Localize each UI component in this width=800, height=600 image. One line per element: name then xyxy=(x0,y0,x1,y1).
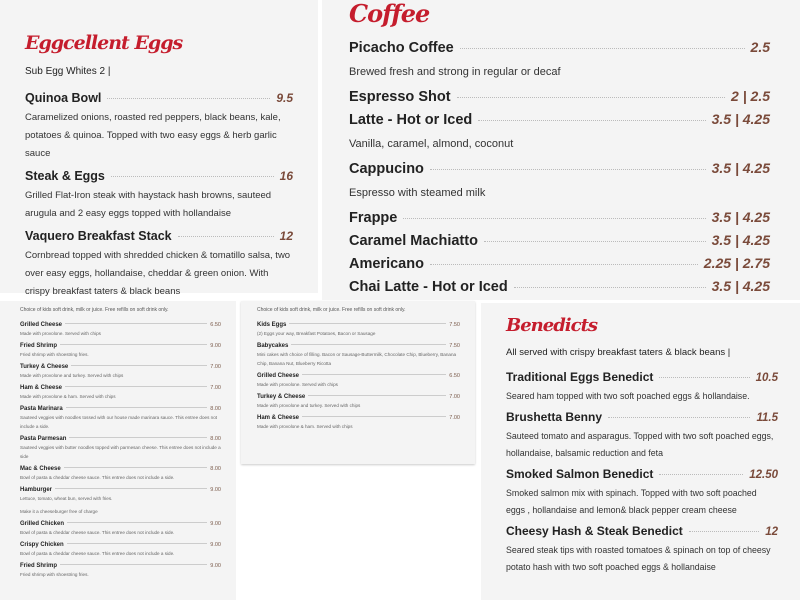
menu-item-name: Chai Latte - Hot or Iced xyxy=(349,279,508,295)
menu-item xyxy=(20,384,221,401)
menu-item-name: Crispy Chicken xyxy=(20,542,64,548)
menu-item-row xyxy=(349,206,770,229)
dotted-leader xyxy=(69,437,207,438)
menu-item xyxy=(349,229,770,252)
menu-item xyxy=(349,206,770,229)
menu-item-row xyxy=(257,372,460,380)
menu-item-row xyxy=(20,541,221,549)
menu-item-name: Pasta Parmesan xyxy=(20,436,67,442)
menu-item-name: Brushetta Benny xyxy=(506,410,603,424)
menu-item-row xyxy=(20,342,221,350)
section-intro: All served with crispy breakfast taters & black beans | xyxy=(506,347,731,358)
dotted-leader xyxy=(430,169,706,170)
menu-item-name: Turkey & Cheese xyxy=(257,394,306,400)
menu-items xyxy=(257,321,460,431)
dotted-leader xyxy=(111,176,274,177)
menu-item-name: Fried Shrimp xyxy=(20,343,58,349)
dotted-leader xyxy=(689,531,759,532)
menu-item-description: Grilled Flat-Iron steak with haystack hash browns, sauteed arugula and 2 easy eggs topped with hollandaise xyxy=(25,190,272,219)
menu-item-description: Lettuce, tomato, wheat bun, served with fries. xyxy=(20,496,113,501)
menu-item-description: Cornbread topped with shredded chicken & tomatillo salsa, two over easy eggs, hollandaise, cheddar & green onion. With crispy breakfast taters & black beans xyxy=(25,250,291,297)
menu-item-name: Grilled Cheese xyxy=(20,322,63,328)
section-title: Eggcellent Eggs xyxy=(25,32,183,54)
eggs-menu-panel xyxy=(0,0,318,297)
dotted-leader xyxy=(302,374,446,375)
menu-item-description: Made with provolone. Served with chips xyxy=(20,331,101,336)
kids-menu-panel-2 xyxy=(241,301,475,464)
dotted-leader xyxy=(66,407,208,408)
menu-item-description: Seared ham topped with two soft poached eggs & hollandaise. xyxy=(506,391,750,401)
dotted-leader xyxy=(430,264,698,265)
menu-item-price: 9.00 xyxy=(210,343,221,349)
menu-item-description: Bowl of pasta & cheddar cheese sauce. This entree does not include a side. xyxy=(20,530,175,535)
menu-item-name: Ham & Cheese xyxy=(20,385,63,391)
menu-item-description: Made with provolone. Served with chips xyxy=(257,382,338,387)
menu-item-row xyxy=(20,562,221,570)
menu-item xyxy=(20,405,221,431)
menu-item-price: 16 xyxy=(279,169,293,183)
menu-item-row xyxy=(20,321,221,329)
menu-item xyxy=(349,157,770,206)
menu-item-description: Fried shrimp with shoestring fries. xyxy=(20,572,89,577)
menu-items xyxy=(25,90,293,301)
menu-item-row xyxy=(349,252,770,275)
benedicts-menu-panel xyxy=(481,303,800,600)
menu-item-name: Cheesy Hash & Steak Benedict xyxy=(506,524,683,538)
menu-item xyxy=(506,467,778,519)
dotted-leader xyxy=(107,98,270,99)
menu-items xyxy=(20,321,221,579)
dotted-leader xyxy=(514,287,706,288)
menu-item-price: 7.00 xyxy=(449,415,460,421)
dotted-leader xyxy=(302,416,446,417)
menu-item-price: 9.00 xyxy=(210,563,221,569)
menu-item-price: 7.50 xyxy=(449,322,460,328)
menu-item-name: Turkey & Cheese xyxy=(20,364,69,370)
menu-item-row xyxy=(506,524,778,540)
menu-item-row xyxy=(20,363,221,371)
menu-item-name: Americano xyxy=(349,256,424,272)
menu-item xyxy=(20,342,221,359)
section-intro: Sub Egg Whites 2 | xyxy=(25,66,111,77)
menu-items xyxy=(349,36,770,298)
menu-item-price: 12 xyxy=(765,526,778,538)
menu-item-description: Bowl of pasta & cheddar cheese sauce. This entree does not include a side. xyxy=(20,475,175,480)
menu-item xyxy=(20,486,221,516)
menu-item-name: Hamburger xyxy=(20,487,53,493)
menu-item xyxy=(349,252,770,275)
dotted-leader xyxy=(71,365,207,366)
menu-items xyxy=(506,370,778,576)
kids-menu-panel-1 xyxy=(0,301,236,600)
dotted-leader xyxy=(64,467,208,468)
dotted-leader xyxy=(659,474,743,475)
menu-item-price: 12 xyxy=(279,229,293,243)
menu-item-description: Bowl of pasta & cheddar cheese sauce. This entree does not include a side. xyxy=(20,551,175,556)
menu-item xyxy=(20,541,221,558)
menu-item-name: Grilled Chicken xyxy=(20,521,65,527)
dotted-leader xyxy=(67,543,208,544)
dotted-leader xyxy=(65,323,207,324)
menu-item-price: 3.5 | 4.25 xyxy=(711,278,770,294)
dotted-leader xyxy=(308,395,446,396)
menu-item-name: Steak & Eggs xyxy=(25,169,105,183)
menu-item-price: 3.5 | 4.25 xyxy=(711,209,770,225)
menu-item-description: Made with provolone & ham. Served with chips xyxy=(20,394,116,399)
menu-item xyxy=(20,363,221,380)
menu-item xyxy=(257,414,460,431)
menu-item-name: Mac & Cheese xyxy=(20,466,61,472)
menu-item xyxy=(349,108,770,157)
menu-item-price: 9.00 xyxy=(210,521,221,527)
menu-item-description: Caramelized onions, roasted red peppers, black beans, kale, potatoes & quinoa. Topped with two easy eggs & herb garlic sauce xyxy=(25,112,281,159)
menu-item-row xyxy=(349,36,770,59)
dotted-leader xyxy=(67,522,207,523)
menu-item-price: 8.00 xyxy=(210,466,221,472)
section-title: Coffee xyxy=(349,0,430,28)
menu-item-row xyxy=(349,157,770,180)
menu-item-price: 8.00 xyxy=(210,436,221,442)
menu-item xyxy=(20,520,221,537)
menu-item xyxy=(257,372,460,389)
section-intro: Choice of kids soft drink, milk or juice. Free refills on soft drink only. xyxy=(257,307,406,313)
menu-item xyxy=(349,275,770,298)
menu-item-row xyxy=(349,85,770,108)
menu-item-row xyxy=(20,520,221,528)
menu-item-price: 12.50 xyxy=(749,469,778,481)
menu-item-price: 7.00 xyxy=(210,385,221,391)
menu-item-name: Espresso Shot xyxy=(349,89,451,105)
menu-item-row xyxy=(20,486,221,494)
dotted-leader xyxy=(65,386,207,387)
menu-item xyxy=(349,85,770,108)
menu-item-description: Smoked salmon mix with spinach. Topped with two soft poached eggs , hollandaise and lemon& black pepper cream cheese xyxy=(506,488,757,515)
dotted-leader xyxy=(478,120,705,121)
menu-item xyxy=(349,36,770,85)
menu-item-description: Made with provolone and turkey. Served with chips xyxy=(20,373,124,378)
menu-item-row xyxy=(349,229,770,252)
menu-item-row xyxy=(25,228,293,244)
menu-item xyxy=(25,228,293,301)
dotted-leader xyxy=(484,241,706,242)
menu-item-description: Made with provolone & ham. Served with chips xyxy=(257,424,353,429)
menu-item-price: 9.00 xyxy=(210,487,221,493)
menu-item-row xyxy=(257,342,460,350)
menu-item xyxy=(25,168,293,223)
menu-item-row xyxy=(20,405,221,413)
menu-item xyxy=(506,410,778,462)
menu-item-name: Picacho Coffee xyxy=(349,40,454,56)
menu-item-description: Mini cakes with choice of filling. Bacon or Sausage-Buttermilk, Chocolate Chip, Blueberry, Banana Chip, Banana Nut, Blueberry Ricotta xyxy=(257,352,457,366)
menu-item-description: Seared steak tips with roasted tomatoes & spinach on top of cheesy potato hash with two soft poached eggs & hollandaise xyxy=(506,545,771,572)
dotted-leader xyxy=(60,564,207,565)
menu-item-price: 10.5 xyxy=(755,372,778,384)
menu-item-name: Kids Eggs xyxy=(257,322,287,328)
menu-item-name: Traditional Eggs Benedict xyxy=(506,370,654,384)
menu-item-row xyxy=(257,393,460,401)
menu-item-price: 9.5 xyxy=(276,91,293,105)
section-intro: Choice of kids soft drink, milk or juice. Free refills on soft drink only. xyxy=(20,307,169,313)
section-title: Benedicts xyxy=(506,315,598,336)
menu-item-description: Fried shrimp with shoestring fries. xyxy=(20,352,89,357)
menu-item-name: Frappe xyxy=(349,210,398,226)
menu-item-price: 2.5 xyxy=(750,39,770,55)
menu-item-price: 6.50 xyxy=(210,322,221,328)
menu-item-price: 3.5 | 4.25 xyxy=(711,111,770,127)
menu-item-row xyxy=(20,435,221,443)
menu-item xyxy=(257,321,460,338)
menu-item-price: 11.5 xyxy=(756,412,778,424)
menu-item-row xyxy=(349,108,770,131)
menu-item-name: Cappucino xyxy=(349,161,424,177)
menu-item xyxy=(506,370,778,405)
menu-item-row xyxy=(506,410,778,426)
menu-item-description: Brewed fresh and strong in regular or decaf xyxy=(349,66,561,78)
menu-item xyxy=(20,465,221,482)
menu-item-name: Fried Shrimp xyxy=(20,563,58,569)
menu-item-row xyxy=(257,321,460,329)
dotted-leader xyxy=(403,218,705,219)
menu-item xyxy=(20,562,221,579)
menu-item-description: Espresso with steamed milk xyxy=(349,187,486,199)
menu-item-price: 2 | 2.5 xyxy=(731,88,770,104)
menu-item-price: 3.5 | 4.25 xyxy=(711,160,770,176)
menu-item-name: Smoked Salmon Benedict xyxy=(506,467,654,481)
menu-item-name: Grilled Cheese xyxy=(257,373,300,379)
menu-item-description: Make it a cheeseburger free of charge xyxy=(20,509,98,514)
menu-item-name: Babycakes xyxy=(257,343,289,349)
menu-item-price: 6.50 xyxy=(449,373,460,379)
dotted-leader xyxy=(60,344,207,345)
menu-item xyxy=(257,342,460,368)
menu-item-description: Made with provolone and turkey. Served with chips xyxy=(257,403,361,408)
menu-item xyxy=(25,90,293,163)
dotted-leader xyxy=(291,344,446,345)
menu-item-row xyxy=(506,370,778,386)
dotted-leader xyxy=(55,488,207,489)
menu-item xyxy=(20,435,221,461)
menu-item xyxy=(506,524,778,576)
menu-item xyxy=(20,321,221,338)
menu-item-row xyxy=(506,467,778,483)
menu-item-price: 7.00 xyxy=(210,364,221,370)
dotted-leader xyxy=(608,417,750,418)
menu-item-description: Sauteed veggies with butter noodles topped with parmesan cheese. This entree does not include a side xyxy=(20,445,221,459)
menu-item-row xyxy=(257,414,460,422)
menu-item-price: 2.25 | 2.75 xyxy=(703,255,770,271)
menu-item-name: Caramel Machiatto xyxy=(349,233,478,249)
menu-item-row xyxy=(349,275,770,298)
dotted-leader xyxy=(457,97,726,98)
menu-item-name: Ham & Cheese xyxy=(257,415,300,421)
dotted-leader xyxy=(289,323,446,324)
menu-item-row xyxy=(20,384,221,392)
menu-item-price: 7.50 xyxy=(449,343,460,349)
coffee-menu-panel xyxy=(322,0,800,300)
menu-item-name: Quinoa Bowl xyxy=(25,91,102,105)
dotted-leader xyxy=(659,377,749,378)
menu-item-row xyxy=(25,90,293,106)
dotted-leader xyxy=(178,236,274,237)
menu-item-name: Pasta Marinara xyxy=(20,406,63,412)
menu-item-name: Latte - Hot or Iced xyxy=(349,112,473,128)
menu-item-description: Vanilla, caramel, almond, coconut xyxy=(349,138,514,150)
menu-item-price: 7.00 xyxy=(449,394,460,400)
menu-item-price: 9.00 xyxy=(210,542,221,548)
menu-item-description: Sauteed tomato and asparagus. Topped with two soft poached eggs, hollandaise, balsamic reduction and feta xyxy=(506,431,774,458)
menu-item-description: Sauteed veggies with noodles tossed with our house made marinara sauce. This entree does not include a side. xyxy=(20,415,218,429)
menu-item-name: Vaquero Breakfast Stack xyxy=(25,229,172,243)
dotted-leader xyxy=(460,48,745,49)
menu-item-price: 3.5 | 4.25 xyxy=(711,232,770,248)
menu-item-row xyxy=(20,465,221,473)
menu-item-description: (2) Eggs your way, Breakfast Potatoes, Bacon or Sausage xyxy=(257,331,376,336)
menu-item-row xyxy=(25,168,293,184)
menu-item-price: 8.00 xyxy=(210,406,221,412)
menu-item xyxy=(257,393,460,410)
